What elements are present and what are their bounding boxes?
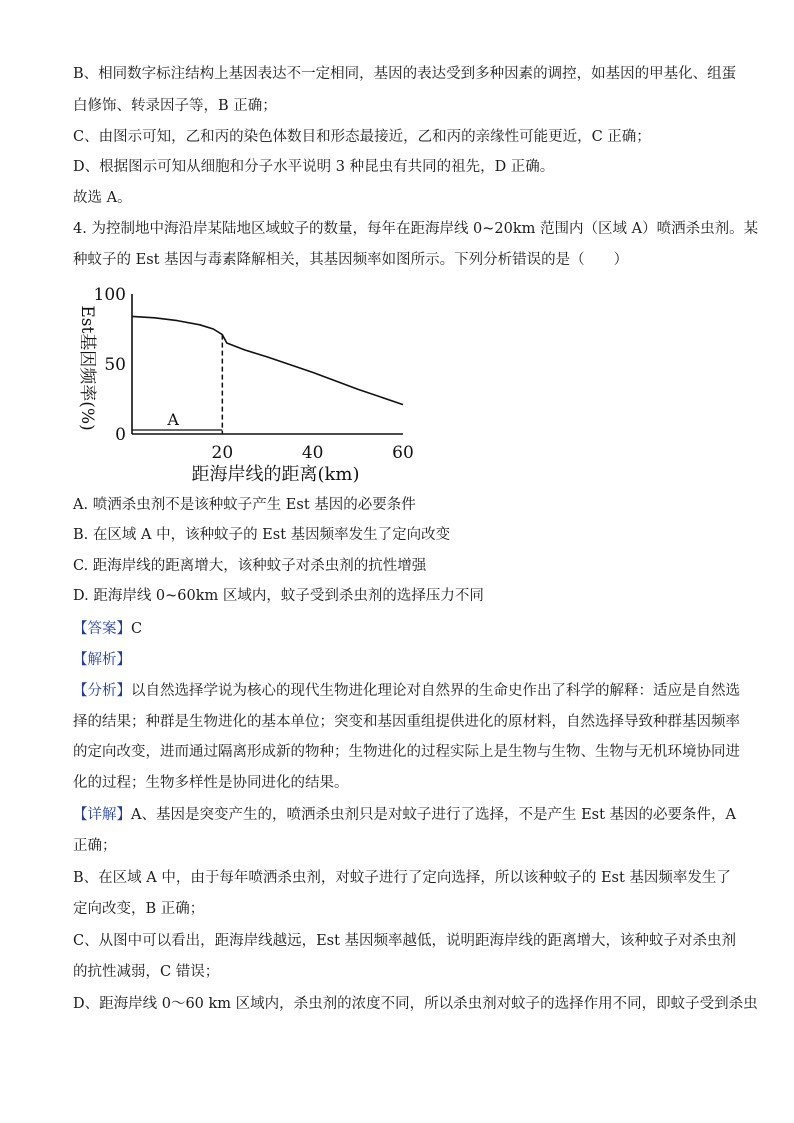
region-a-label: A <box>167 410 179 429</box>
analysis-line <box>73 742 740 762</box>
option-line: A. 喷洒杀虫剂不是该种蚊子产生 Est 基因的必要条件 <box>73 497 416 513</box>
line-text: 以自然选择学说为核心的现代生物进化理论对自然界的生命史作出了科学的解释：适应是自然选 <box>131 683 740 699</box>
line-text: 的定向改变，进而通过隔离形成新的物种；生物进化的过程实际上是生物与生物、生物与无机环境协同进 <box>73 744 740 760</box>
y-axis-label: Est基因频率(%) <box>77 305 97 431</box>
text-line: 种蚊子的 Est 基因与毒素降解相关，其基因频率如图所示。下列分析错误的是（ ） <box>73 252 629 268</box>
analysis-line <box>73 681 740 701</box>
analysis-line <box>73 712 740 732</box>
analysis-line <box>73 899 204 919</box>
text-line: B、相同数字标注结构上基因表达不一定相同，基因的表达受到多种因素的调控，如基因的甲基化、组蛋 <box>73 66 737 82</box>
line-text: D、距海岸线 0～60 km 区域内，杀虫剂的浓度不同，所以杀虫剂对蚊子的选择作用不同，即蚊子受到杀虫 <box>73 996 758 1012</box>
line-text: 的抗性减弱，C 错误； <box>73 964 220 980</box>
analysis-heading: 【解析】 <box>73 652 131 668</box>
answer-line <box>73 619 142 639</box>
text-line: D、根据图示可知从细胞和分子水平说明 3 种昆虫有共同的祖先，D 正确。 <box>73 159 555 175</box>
analysis-line <box>73 868 731 888</box>
line-text: A、基因是突变产生的，喷洒杀虫剂只是对蚊子进行了选择，不是产生 Est 基因的必要条件，A <box>131 807 737 823</box>
analysis-line <box>73 836 117 856</box>
text-line: 4. 为控制地中海沿岸某陆地区域蚊子的数量，每年在距海岸线 0~20km 范围内（区域 A）喷洒杀虫剂。某 <box>73 221 759 237</box>
text-line: 故选 A。 <box>73 190 132 206</box>
y-tick-label: 100 <box>93 285 126 305</box>
answer-value: C <box>131 621 143 637</box>
line-text: 化的过程；生物多样性是协同进化的结果。 <box>73 775 349 791</box>
option-line: C. 距海岸线的距离增大，该种蚊子对杀虫剂的抗性增强 <box>73 558 427 574</box>
x-axis-label: 距海岸线的距离(km) <box>191 464 360 484</box>
origin-label: 0 <box>115 425 126 445</box>
section-tag: 【分析】 <box>73 683 131 699</box>
line-text: 正确； <box>73 838 117 854</box>
section-tag: 【详解】 <box>73 807 131 823</box>
line-text: B、在区域 A 中，由于每年喷洒杀虫剂，对蚊子进行了定向选择，所以该种蚊子的 Est 基因频率发生了 <box>73 870 731 886</box>
line-text: 定向改变，B 正确； <box>73 901 205 917</box>
gene-frequency-curve <box>132 316 403 404</box>
line-text: 择的结果；种群是生物进化的基本单位；突变和基因重组提供进化的原材料，自然选择导致种群基因频率 <box>73 714 740 730</box>
text-line: 白修饰、转录因子等，B 正确； <box>73 98 277 114</box>
x-tick-label: 20 <box>211 443 234 463</box>
option-line: D. 距海岸线 0~60km 区域内，蚊子受到杀虫剂的选择压力不同 <box>73 588 484 604</box>
line-text: C、从图中可以看出，距海岸线越远，Est 基因频率越低，说明距海岸线的距离增大，该种蚊子对杀虫剂 <box>73 933 737 949</box>
analysis-line <box>73 773 349 793</box>
analysis-line <box>73 962 219 982</box>
analysis-line <box>73 805 736 825</box>
analysis-line <box>73 994 758 1014</box>
option-line: B. 在区域 A 中，该种蚊子的 Est 基因频率发生了定向改变 <box>73 527 451 543</box>
gene-frequency-chart <box>70 284 430 484</box>
analysis-line <box>73 931 736 951</box>
x-tick-label: 60 <box>392 443 414 463</box>
x-tick-label: 40 <box>301 443 324 463</box>
y-tick-label: 50 <box>104 355 126 375</box>
answer-tag: 【答案】 <box>73 621 131 637</box>
text-line: C、由图示可知，乙和丙的染色体数目和形态最接近，乙和丙的亲缘性可能更近，C 正确； <box>73 129 651 145</box>
